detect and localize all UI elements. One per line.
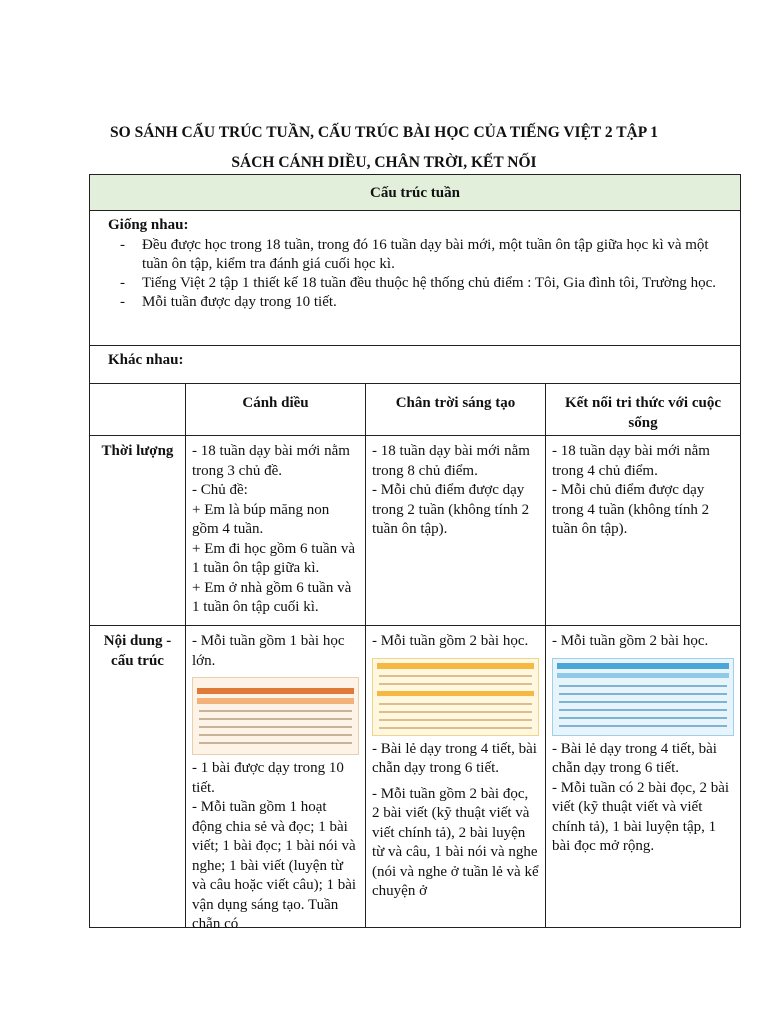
text-line: - Bài lẻ dạy trong 4 tiết, bài chẵn dạy trong 6 tiết. bbox=[372, 740, 537, 776]
table-of-contents-thumbnail bbox=[192, 677, 359, 755]
text-line: - 18 tuần dạy bài mới nằm trong 8 chủ điểm. bbox=[372, 443, 530, 479]
text-line: + Em đi học gồm 6 tuần và 1 tuần ôn tập giữa kì. bbox=[192, 540, 356, 576]
col-header-chan-troi: Chân trời sáng tạo bbox=[366, 384, 546, 435]
text-line: - Mỗi tuần gồm 2 bài đọc, 2 bài viết (kỹ thuật viết và viết chính tả), 2 bài luyện từ và câu, 1 bài nói và nghe (nói và nghe ở tuần lẻ và kể chuyện ở bbox=[372, 785, 539, 899]
empty-header-cell bbox=[90, 384, 186, 435]
text-line: - Mỗi tuần gồm 1 bài học lớn. bbox=[192, 633, 345, 669]
text-line: - Mỗi tuần gồm 2 bài học. bbox=[372, 633, 529, 649]
text-line: - Mỗi chủ điểm được dạy trong 4 tuần (không tính 2 tuần ôn tập). bbox=[552, 482, 710, 537]
list-item: - Mỗi tuần được dạy trong 10 tiết. bbox=[108, 293, 726, 312]
duration-canh-dieu bbox=[186, 436, 366, 625]
table-header: Cấu trúc tuần bbox=[90, 175, 740, 211]
text-line: - 18 tuần dạy bài mới nằm trong 3 chủ đề. bbox=[192, 443, 350, 479]
table-of-contents-thumbnail bbox=[552, 658, 734, 736]
title-line-2: SÁCH CÁNH DIỀU, CHÂN TRỜI, KẾT NỐI bbox=[231, 154, 537, 171]
text-line: + Em ở nhà gồm 6 tuần và 1 tuần ôn tập cuối kì. bbox=[192, 579, 352, 615]
similarities-label: Giống nhau: bbox=[108, 217, 189, 233]
text-line: - 1 bài được dạy trong 10 tiết. bbox=[192, 760, 344, 796]
col-header-canh-dieu: Cánh diều bbox=[186, 384, 366, 435]
table-of-contents-thumbnail bbox=[372, 658, 539, 736]
text-line: - 18 tuần dạy bài mới nằm trong 4 chủ điểm. bbox=[552, 443, 710, 479]
page-title bbox=[40, 118, 728, 178]
title-line-1: SO SÁNH CẤU TRÚC TUẦN, CẤU TRÚC BÀI HỌC CỦA TIẾNG VIỆT 2 TẬP 1 bbox=[110, 124, 658, 141]
column-header-row bbox=[90, 384, 740, 436]
list-item: - Đều được học trong 18 tuần, trong đó 16 tuần dạy bài mới, một tuần ôn tập giữa học kì và một tuần ôn tập, kiểm tra đánh giá cuối học kì. bbox=[108, 236, 726, 274]
content-ket-noi bbox=[546, 626, 740, 927]
differences-label: Khác nhau: bbox=[90, 346, 740, 384]
text-line: - Mỗi tuần gồm 2 bài học. bbox=[552, 633, 709, 649]
table-row bbox=[90, 436, 740, 626]
comparison-table bbox=[89, 174, 741, 932]
text-line: - Bài lẻ dạy trong 4 tiết, bài chẵn dạy trong 6 tiết. bbox=[552, 740, 717, 776]
row-label-duration: Thời lượng bbox=[90, 436, 186, 625]
text-line: + Em là búp măng non gồm 4 tuần. bbox=[192, 501, 330, 537]
similarities-list bbox=[108, 236, 726, 312]
col-header-ket-noi: Kết nối tri thức với cuộc sống bbox=[564, 395, 722, 431]
text-line: - Chủ đề: bbox=[192, 482, 248, 498]
content-canh-dieu bbox=[186, 626, 366, 932]
text-line: - Mỗi tuần gồm 1 hoạt động chia sẻ và đọc; 1 bài viết; 1 bài đọc; 1 bài nói và nghe; 1 bài viết (luyện từ và câu hoặc viết câu); 1 bài vận dụng sáng tạo. Tuần chẵn có bbox=[192, 799, 357, 932]
text-line: - Mỗi tuần có 2 bài đọc, 2 bài viết (kỹ thuật viết và viết chính tả), 1 bài luyện tập, 1 bài đọc mở rộng. bbox=[552, 779, 730, 854]
content-chan-troi bbox=[366, 626, 546, 927]
similarities-section bbox=[90, 211, 740, 346]
duration-ket-noi bbox=[546, 436, 740, 625]
row-label-content: Nội dung - cấu trúc bbox=[90, 626, 186, 927]
duration-chan-troi bbox=[366, 436, 546, 625]
table-row bbox=[90, 626, 740, 932]
list-item: - Tiếng Việt 2 tập 1 thiết kế 18 tuần đều thuộc hệ thống chủ điểm : Tôi, Gia đình tôi, Trường học. bbox=[108, 274, 726, 293]
text-line: - Mỗi chủ điểm được dạy trong 2 tuần (không tính 2 tuần ôn tập). bbox=[372, 482, 530, 537]
